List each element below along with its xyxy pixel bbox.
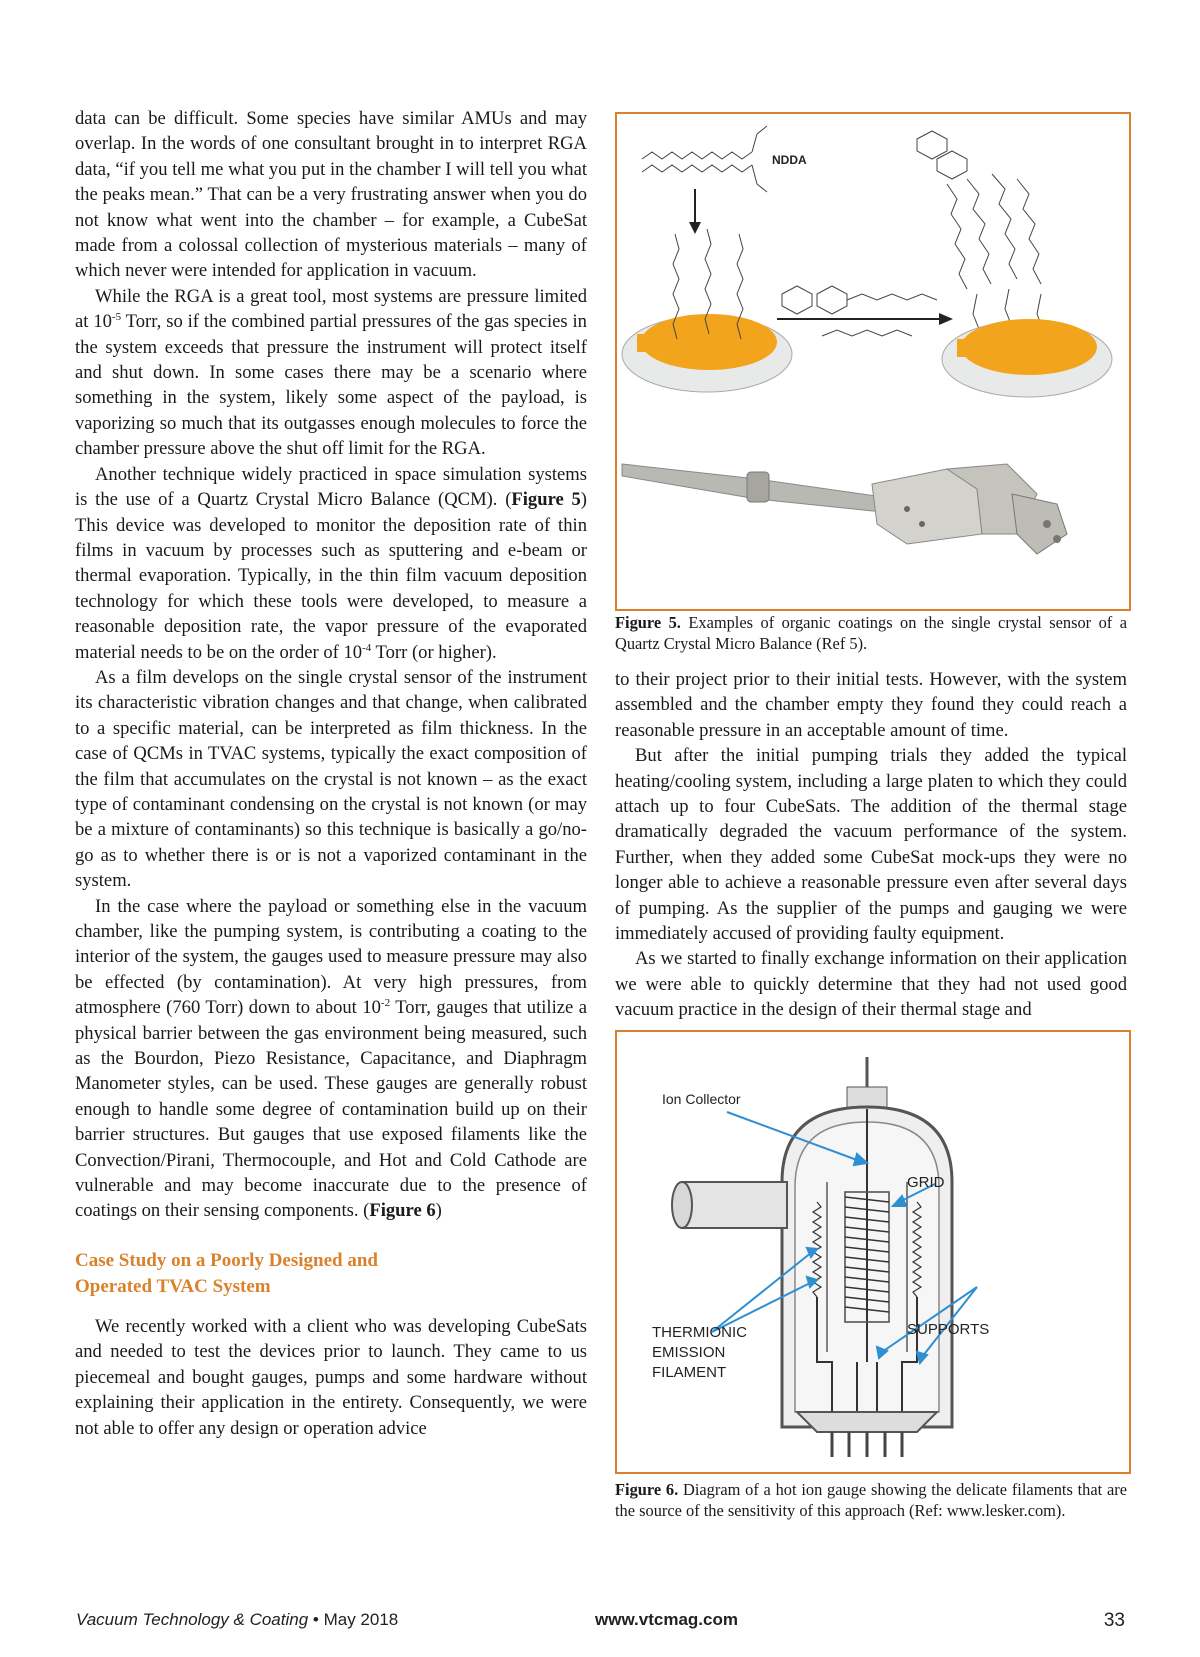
qcm-coatings-illustration (617, 114, 1129, 609)
left-column (75, 106, 587, 1441)
paragraph: data can be difficult. Some species have similar AMUs and may overlap. In the words of one consultant brought in to interpret RGA data, “if you tell me what you put in the chamber I will tell you what the peaks mean.” That can be a very frustrating answer when you do not know what went into the chamber – for example, a CubeSat made from a colossal collection of mysterious materials – many of which never were intended for application in vacuum. (75, 108, 587, 282)
footer-url[interactable]: www.vtcmag.com (595, 1610, 738, 1629)
figure-5-caption: Figure 5. Examples of organic coatings on the single crystal sensor of a Quartz Crystal Micro Balance (Ref 5). (615, 613, 1127, 653)
paragraph: We recently worked with a client who was developing CubeSats and needed to test the devices prior to launch. They came to us piecemeal and bought gauges, pumps and some hardware without explaining their application in the entirety. Consequently, we were not able to offer any design or operation advice (75, 1315, 587, 1439)
ion-collector-label: Ion Collector (662, 1091, 741, 1107)
right-column (615, 667, 1127, 1023)
paragraph: But after the initial pumping trials they added the typical heating/cooling system, including a large platen to which they could attach up to four CubeSats. The addition of the thermal stage dramatically degraded the vacuum performance of the system. Further, when they added some CubeSat mock-ups they were no longer able to achieve a reasonable pressure even after several days of pumping. As the supplier of the pumps and gauging we were immediately accused of providing faulty equipment. (615, 745, 1127, 945)
ndda-label: NDDA (772, 153, 807, 167)
figure-6-reference: Figure 6 (369, 1200, 436, 1222)
figure-5 (615, 112, 1131, 611)
thermionic-label-1: THERMIONIC (652, 1324, 747, 1341)
paragraph: Another technique widely practiced in space simulation systems is the use of a Quartz Crystal Micro Balance (QCM). (Figure 5) This device was developed to monitor the deposition rate of thin films in vacuum by processes such as sputtering and e-beam or thermal evaporation. Typically, in the thin film vacuum deposition technology for which these tools were developed, to measure a reasonable deposition rate, the vapor pressure of the evaporated material needs to be on the order of $10^{-4}$ Torr (or higher). (75, 463, 587, 663)
qcm-probe (622, 464, 1067, 554)
figure-6-caption: Figure 6. Diagram of a hot ion gauge showing the delicate filaments that are the source of the sensitivity of this approach (Ref: www.lesker.com). (615, 1480, 1127, 1520)
grid-label: GRID (907, 1174, 945, 1191)
footer-publication: Vacuum Technology & Coating • May 2018 (76, 1610, 399, 1629)
hot-ion-gauge-diagram (617, 1032, 1129, 1472)
paragraph: to their project prior to their initial tests. However, with the system assembled and the chamber empty they found they could reach a reasonable pressure in an acceptable amount of time. (615, 669, 1127, 741)
page-number: 33 (1103, 1610, 1125, 1631)
figure-6 (615, 1030, 1131, 1474)
thermionic-label-2: EMISSION (652, 1344, 726, 1361)
paragraph: In the case where the payload or something else in the vacuum chamber, like the pumping system, is contributing a coating to the interior of the system, the gauges used to measure pressure may also be effected (by contamination). At very high pressures, from atmosphere (760 Torr) down to about $10^{-2}$ Torr, gauges that utilize a physical barrier between the gas environment being measured, such as the Bourdon, Piezo Resistance, Capacitance, and Diaphragm Manometer styles, can be used. These gauges are generally robust enough to handle some degree of contamination build up on their barrier structures. But gauges that use exposed filaments like the Convection/Pirani, Thermocouple, and Hot and Cold Cathode are vulnerable and may become inaccurate due to the presence of coatings on their sensing components. (Figure 6) (75, 895, 587, 1222)
thermionic-label-3: FILAMENT (652, 1364, 727, 1381)
paragraph: As we started to finally exchange information on their application we were able to quickly determine that they had not used good vacuum practice in the design of their thermal stage and (615, 948, 1127, 1021)
right-sensor-disc (942, 319, 1112, 397)
paragraph: While the RGA is a great tool, most systems are pressure limited at $10^{-5}$ Torr, so if the combined partial pressures of the gas species in the system exceeds that pressure the instrument will protect itself and shut down. In some cases there may be a scenario where something in the system, likely some aspect of the payload, is vaporizing so much that its outgasses enough molecules to force the chamber pressure above the shut off limit for the RGA. (75, 285, 587, 460)
supports-label: SUPPORTS (907, 1321, 990, 1338)
section-heading: Case Study on a Poorly Designed and Operated TVAC System (75, 1249, 378, 1297)
paragraph: As a film develops on the single crystal sensor of the instrument its characteristic vibration changes and that change, when calibrated to a specific material, can be interpreted as film thickness. In the case of QCMs in TVAC systems, typically the exact composition of the film that accumulates on the crystal is not known – as the exact type of contaminant condensing on the crystal is not known (or may be a mixture of contaminants) so this technique is basically a go/no-go as to whether there is or is not a vaporized contaminant in the system. (75, 666, 587, 892)
figure-5-reference: Figure 5 (511, 489, 581, 511)
